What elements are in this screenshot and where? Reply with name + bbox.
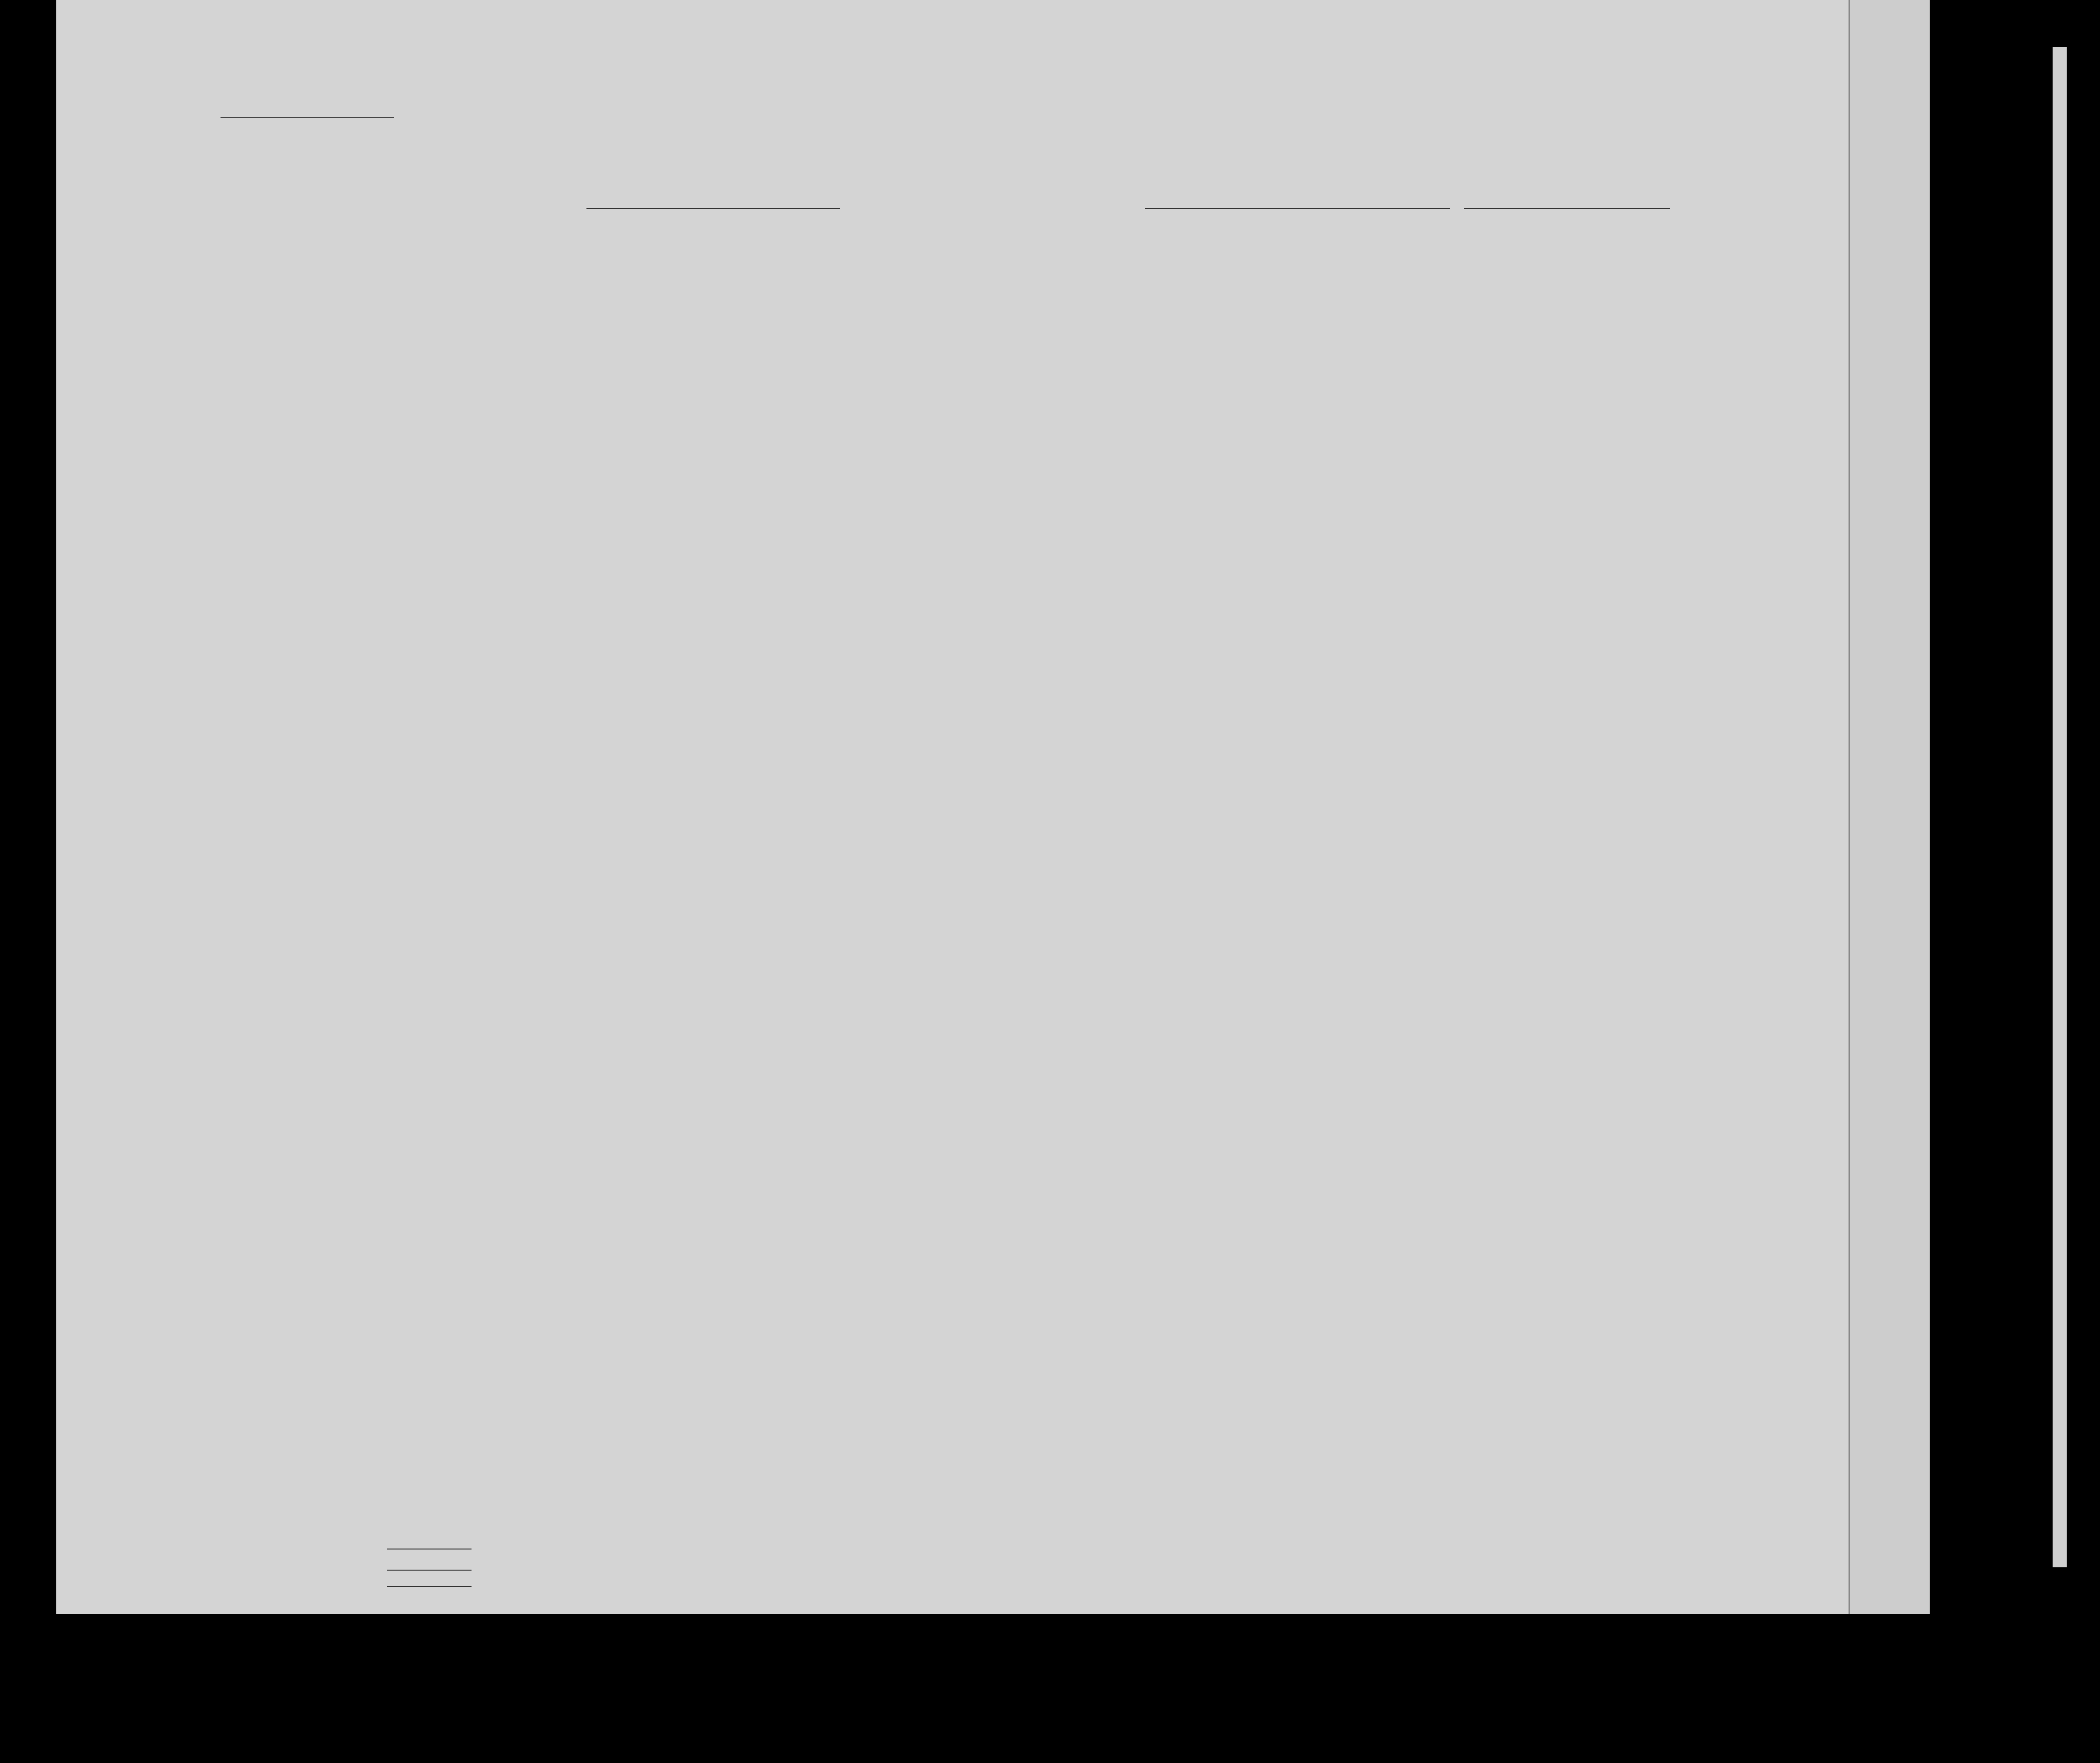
date-underline (1464, 208, 1670, 209)
port-underline (1145, 208, 1450, 209)
list-underline (221, 117, 394, 118)
aliens-underline (387, 1586, 472, 1587)
ship-underline (586, 208, 840, 209)
citizens-underline (387, 1570, 472, 1571)
